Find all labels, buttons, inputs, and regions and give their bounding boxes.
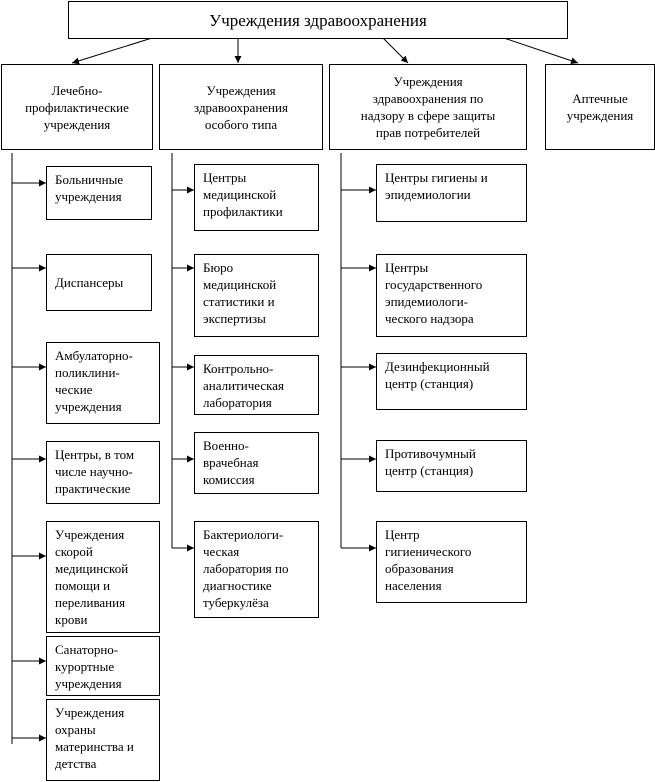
item-sanatorium: Санаторно- курортные учреждения: [46, 636, 160, 696]
arrow-title-to-cat-4: [504, 38, 578, 63]
item-hygiene-education: Центр гигиенического образования населения: [376, 521, 527, 603]
item-scientific-centers: Центры, в том числе научно- практические: [46, 441, 160, 504]
item-antiplague-center: Противочумный центр (станция): [376, 440, 527, 492]
diagram-title: Учреждения здравоохранения: [68, 1, 568, 39]
category-consumer-protection: Учреждения здравоохранения по надзору в сфере защиты прав потребителей: [329, 64, 527, 150]
item-dispensaries: Диспансеры: [46, 254, 152, 311]
item-control-lab: Контрольно- аналитическая лаборатория: [194, 355, 319, 415]
item-tuberculosis-lab: Бактериологи- ческая лаборатория по диагностике туберкулёза: [194, 521, 319, 618]
item-hospital-institutions: Больничные учреждения: [46, 166, 152, 220]
category-special-type: Учреждения здравоохранения особого типа: [159, 64, 323, 150]
item-statistics-bureau: Бюро медицинской статистики и экспертизы: [194, 254, 319, 337]
category-treatment-prevention: Лечебно- профилактические учреждения: [1, 64, 153, 150]
item-prevention-centers: Центры медицинской профилактики: [194, 164, 319, 231]
item-disinfection-center: Дезинфекционный центр (станция): [376, 353, 527, 410]
arrow-title-to-cat-1: [72, 38, 152, 63]
item-emergency-blood: Учреждения скорой медицинской помощи и переливания крови: [46, 521, 160, 633]
item-hygiene-centers: Центры гигиены и эпидемиологии: [376, 164, 527, 222]
item-maternity-childhood: Учреждения охраны материнства и детства: [46, 699, 160, 781]
item-outpatient-clinics: Амбулаторно- поликлини- ческие учреждения: [46, 342, 160, 424]
category-pharmacy: Аптечные учреждения: [545, 64, 655, 150]
item-military-commission: Военно- врачебная комиссия: [194, 432, 319, 494]
arrow-title-to-cat-3: [383, 38, 408, 63]
item-epidemiology-supervision: Центры государственного эпидемиологи- ческого надзора: [376, 254, 527, 337]
